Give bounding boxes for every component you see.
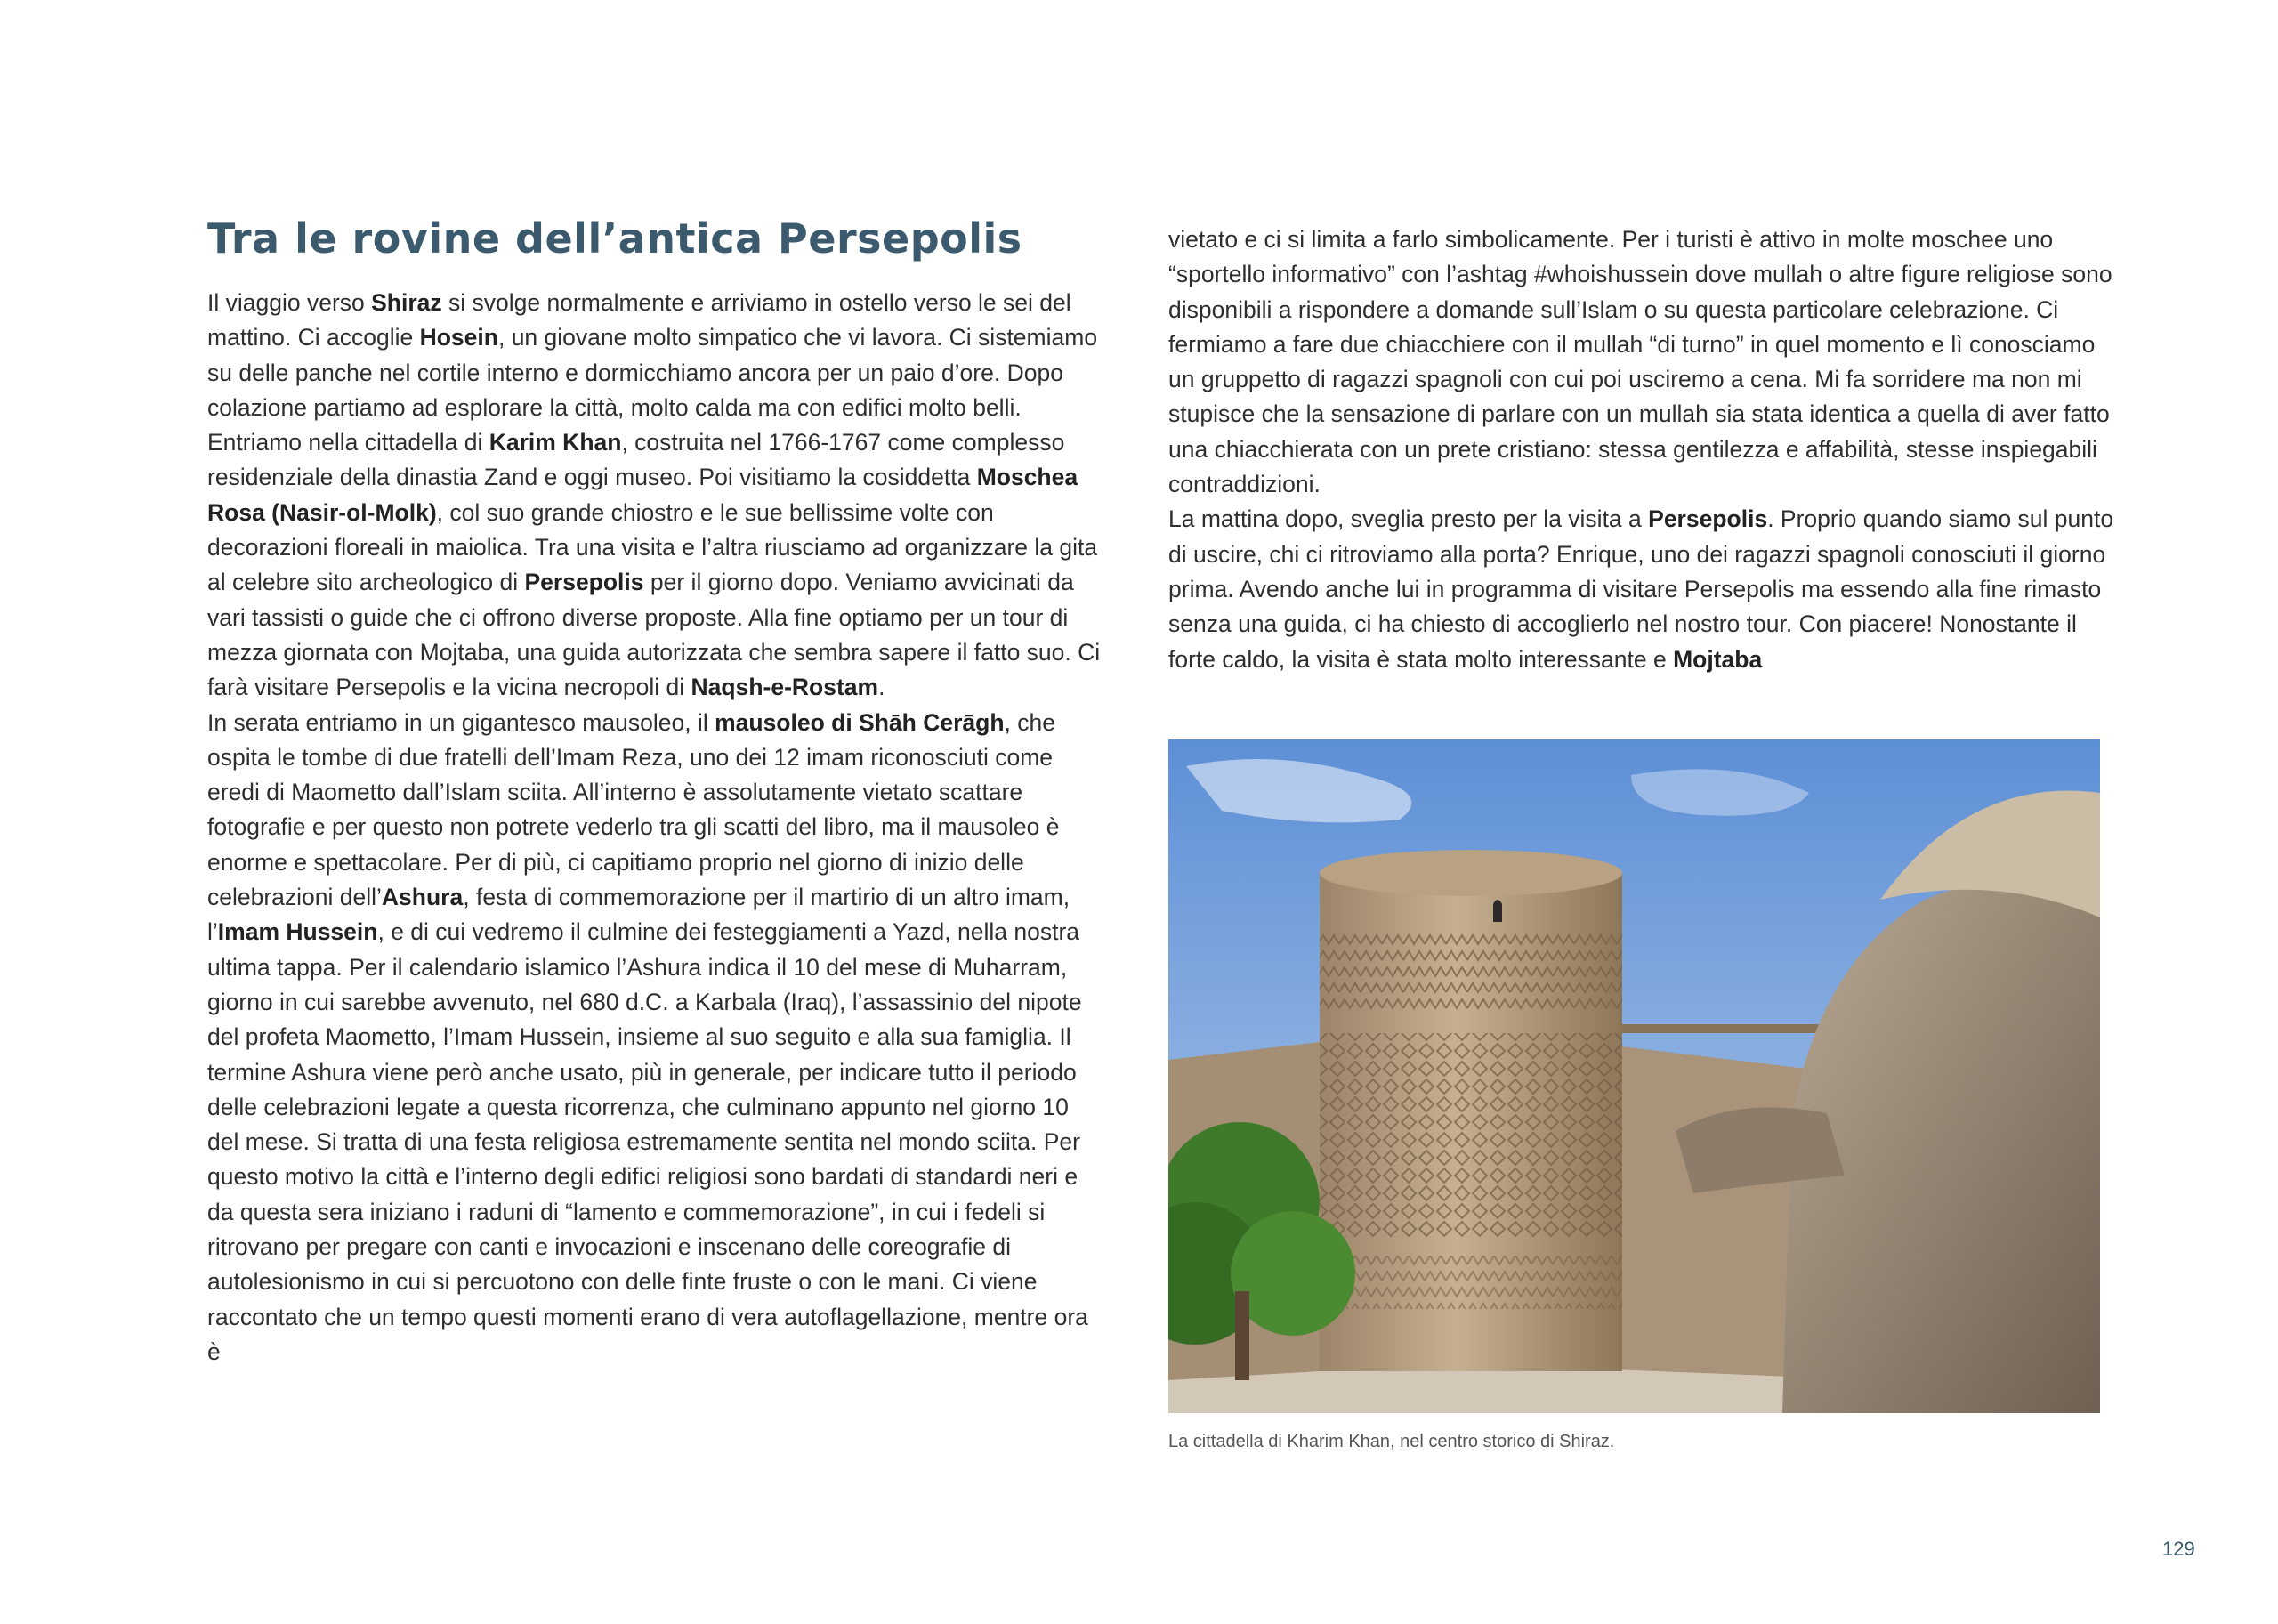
bold-term: Moschea Rosa (Nasir-ol-Molk) <box>207 464 1078 526</box>
text-run: . Proprio quando siamo sul punto di uscire, chi ci ritroviamo alla porta? Enrique, uno dei ragazzi spagnoli conosciuti il giorno prima. Avendo anche lui in programma di visitare Persepolis ma essendo alla fine rimasto senza una guida, ci ha chiesto di accoglierlo nel nostro tour. Con piacere! Nonostante il forte caldo, la visita è stata molto interessante e <box>1168 505 2114 673</box>
text-run: , costruita nel 1766-1767 come complesso residenziale della dinastia Zand e oggi museo. Poi visitiamo la cosiddetta <box>207 429 1065 491</box>
text-run: vietato e ci si limita a farlo simbolicamente. Per i turisti è attivo in molte moschee uno “sportello informativo” con l’ashtag #whoishussein dove mullah o altre figure religiose sono disponibili a rispondere a domande sull’Islam o su questa particolare celebrazione. Ci fermiamo a fare due chiacchiere con il mullah “di turno” in quel momento e lì conosciamo un gruppetto di ragazzi spagnoli con cui poi usciremo a cena. Mi fa sorridere ma non mi stupisce che la sensazione di parlare con un mullah sia stata identica a quella di aver fatto una chiacchierata con un prete cristiano: stessa gentilezza e affabilità, stesse inspiegabili contraddizioni. <box>1168 226 2112 498</box>
citadel-photo <box>1168 739 2100 1413</box>
body-paragraph <box>1168 502 2120 676</box>
body-paragraph <box>1168 222 2120 502</box>
bold-term: Persepolis <box>524 569 644 596</box>
bold-term: Hosein <box>419 324 498 351</box>
bold-term: Imam Hussein <box>217 918 378 946</box>
bold-term: Shiraz <box>371 289 442 316</box>
text-run: . <box>878 674 885 701</box>
bold-term: Persepolis <box>1648 505 1768 533</box>
text-run: In serata entriamo in un gigantesco mausoleo, il <box>207 708 715 736</box>
text-run: , che ospita le tombe di due fratelli dell’Imam Reza, uno dei 12 imam riconosciuti come eredi di Maometto dall’Islam sciita. All’interno è assolutamente vietato scattare fotografie e per questo non potrete vederlo tra gli scatti del libro, ma il mausoleo è enorme e spettacolare. Per di più, ci capitiamo proprio nel giorno di inizio delle celebrazioni dell’ <box>207 708 1060 911</box>
bold-term: mausoleo di Shāh Cerāgh <box>715 708 1005 736</box>
left-column <box>207 286 1106 1369</box>
text-run: , festa di commemorazione per il martirio di un altro imam, l’ <box>207 884 1070 946</box>
text-run: , col suo grande chiostro e le sue bellissime volte con decorazioni floreali in maiolica. Tra una visita e l’altra riusciamo ad organizzare la gita al celebre sito archeologico di <box>207 498 1098 596</box>
page-number: 129 <box>2162 1538 2195 1560</box>
bold-term: Mojtaba <box>1673 645 1763 673</box>
text-run: , e di cui vedremo il culmine dei festeggiamenti a Yazd, nella nostra ultima tappa. Per il calendario islamico l’Ashura indica il 10 del mese di Muharram, giorno in cui sarebbe avvenuto, nel 680 d.C. a Karbala (Iraq), l’assassinio del nipote del profeta Maometto, l’Imam Hussein, insieme al suo seguito e alla sua famiglia. Il termine Ashura viene però anche usato, più in generale, per indicare tutto il periodo delle celebrazioni legate a questa ricorrenza, che culminano appunto nel giorno 10 del mese. Si tratta di una festa religiosa estremamente sentita nel mondo sciita. Per questo motivo la città e l’interno degli edifici religiosi sono bardati di standardi neri e da questa sera iniziano i raduni di “lamento e commemorazione”, in cui i fedeli si ritrovano per pregare con canti e invocazioni e inscenano delle coreografie di autolesionismo in cui si percuotono con delle finte fruste o con le mani. Ci viene raccontato che un tempo questi momenti erano di vera autoflagellazione, mentre ora è <box>207 918 1088 1365</box>
bold-term: Naqsh-e-Rostam <box>691 674 879 701</box>
text-run: La mattina dopo, sveglia presto per la visita a <box>1168 505 1649 533</box>
body-paragraph <box>207 286 1106 706</box>
text-run: , un giovane molto simpatico che vi lavora. Ci sistemiamo su delle panche nel cortile interno e dormicchiamo ancora per un paio d’ore. Dopo colazione partiamo ad esplorare la città, molto calda ma con edifici molto belli. Entriamo nella cittadella di <box>207 324 1098 456</box>
page-title: Tra le rovine dell’antica Persepolis <box>207 214 1022 263</box>
text-run: per il giorno dopo. Veniamo avvicinati da vari tassisti o guide che ci offrono diverse proposte. Alla fine optiamo per un tour di mezza giornata con Mojtaba, una guida autorizzata che sembra sapere il fatto suo. Ci farà visitare Persepolis e la vicina necropoli di <box>207 569 1101 701</box>
body-paragraph <box>207 706 1106 1370</box>
right-column <box>1168 222 2120 677</box>
photo-caption: La cittadella di Kharim Khan, nel centro storico di Shiraz. <box>1168 1432 1615 1451</box>
citadel-photo-illustration <box>1168 739 2100 1413</box>
text-run: si svolge normalmente e arriviamo in ostello verso le sei del mattino. Ci accoglie <box>207 289 1071 351</box>
text-run: Il viaggio verso <box>207 289 372 316</box>
bold-term: Karim Khan <box>489 429 622 456</box>
bold-term: Ashura <box>381 884 464 911</box>
